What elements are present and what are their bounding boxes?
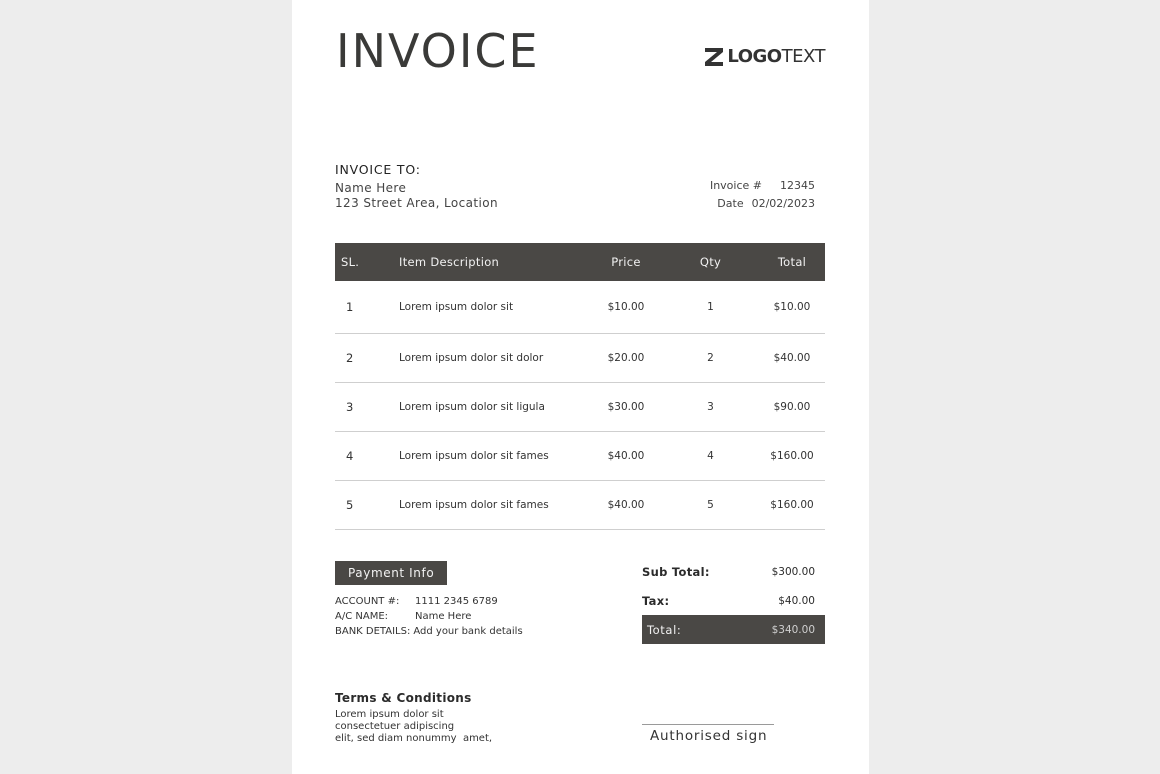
table-row — [335, 481, 825, 530]
row-description: Lorem ipsum dolor sit dolor — [393, 334, 590, 383]
header-price: Price — [590, 243, 662, 281]
grand-total-value: $340.00 — [771, 623, 815, 636]
header-total: Total — [759, 243, 825, 281]
row-description: Lorem ipsum dolor sit — [393, 281, 590, 334]
subtotal-label: Sub Total: — [642, 564, 710, 579]
bill-to-address: 123 Street Area, Location — [335, 196, 498, 210]
row-price: $10.00 — [590, 281, 662, 334]
terms-block — [335, 691, 492, 745]
subtotal-value: $300.00 — [771, 565, 815, 578]
header-description: Item Description — [393, 243, 590, 281]
row-total: $10.00 — [759, 281, 825, 334]
totals-block — [642, 557, 825, 644]
invoice-number-value: 12345 — [780, 179, 815, 192]
row-sl: 2 — [335, 334, 393, 383]
terms-heading: Terms & Conditions — [335, 691, 472, 705]
invoice-page — [292, 0, 869, 774]
row-sl: 3 — [335, 383, 393, 432]
payment-details — [335, 594, 523, 639]
payment-bank-value: Add your bank details — [413, 626, 523, 637]
payment-account-value: 1111 2345 6789 — [415, 596, 498, 607]
invoice-date-label: Date — [717, 197, 744, 210]
row-total: $160.00 — [759, 432, 825, 481]
row-sl: 5 — [335, 481, 393, 530]
bill-to-name: Name Here — [335, 181, 407, 195]
company-logo — [705, 46, 825, 67]
table-row — [335, 432, 825, 481]
bill-to-block — [335, 162, 498, 211]
header-sl: SL. — [335, 243, 393, 281]
tax-row — [642, 586, 825, 615]
row-total: $40.00 — [759, 334, 825, 383]
invoice-date-row — [710, 195, 815, 213]
row-price: $20.00 — [590, 334, 662, 383]
invoice-title: INVOICE — [336, 24, 540, 78]
payment-name-row — [335, 609, 523, 624]
items-table — [335, 243, 825, 530]
row-qty: 3 — [662, 383, 759, 432]
grand-total-row — [642, 615, 825, 644]
tax-value: $40.00 — [778, 594, 815, 607]
payment-account-row — [335, 594, 523, 609]
table-row — [335, 334, 825, 383]
logo-text-bold: LOGO — [727, 46, 782, 67]
header-qty: Qty — [662, 243, 759, 281]
bill-to-label: INVOICE TO: — [335, 162, 421, 177]
row-description: Lorem ipsum dolor sit fames — [393, 432, 590, 481]
payment-info-header: Payment Info — [335, 561, 447, 585]
row-description: Lorem ipsum dolor sit ligula — [393, 383, 590, 432]
row-qty: 5 — [662, 481, 759, 530]
row-qty: 1 — [662, 281, 759, 334]
row-sl: 4 — [335, 432, 393, 481]
terms-line: consectetuer adipiscing — [335, 721, 455, 732]
invoice-date-value: 02/02/2023 — [751, 197, 815, 210]
row-price: $30.00 — [590, 383, 662, 432]
row-qty: 4 — [662, 432, 759, 481]
row-price: $40.00 — [590, 432, 662, 481]
row-total: $160.00 — [759, 481, 825, 530]
payment-bank-label: BANK DETAILS: — [335, 626, 411, 637]
logo-text-light: TEXT — [781, 46, 825, 67]
payment-account-label: ACCOUNT #: — [335, 596, 400, 607]
invoice-meta — [710, 177, 815, 213]
logo-z-icon — [705, 48, 723, 66]
payment-name-value: Name Here — [415, 611, 472, 622]
invoice-number-label: Invoice # — [709, 179, 762, 192]
grand-total-label: Total: — [647, 622, 682, 637]
table-header-row — [335, 243, 825, 281]
payment-name-label: A/C NAME: — [335, 611, 389, 622]
row-description: Lorem ipsum dolor sit fames — [393, 481, 590, 530]
row-total: $90.00 — [759, 383, 825, 432]
terms-line: elit, sed diam nonummy amet, — [335, 733, 493, 744]
row-price: $40.00 — [590, 481, 662, 530]
table-row — [335, 281, 825, 334]
terms-line: Lorem ipsum dolor sit — [335, 709, 444, 720]
subtotal-row — [642, 557, 825, 586]
invoice-number-row — [710, 177, 815, 195]
signature-block — [642, 724, 774, 744]
signature-label: Authorised sign — [650, 728, 768, 744]
payment-bank-row — [335, 624, 523, 639]
row-qty: 2 — [662, 334, 759, 383]
table-row — [335, 383, 825, 432]
tax-label: Tax: — [642, 593, 670, 608]
row-sl: 1 — [335, 281, 393, 334]
